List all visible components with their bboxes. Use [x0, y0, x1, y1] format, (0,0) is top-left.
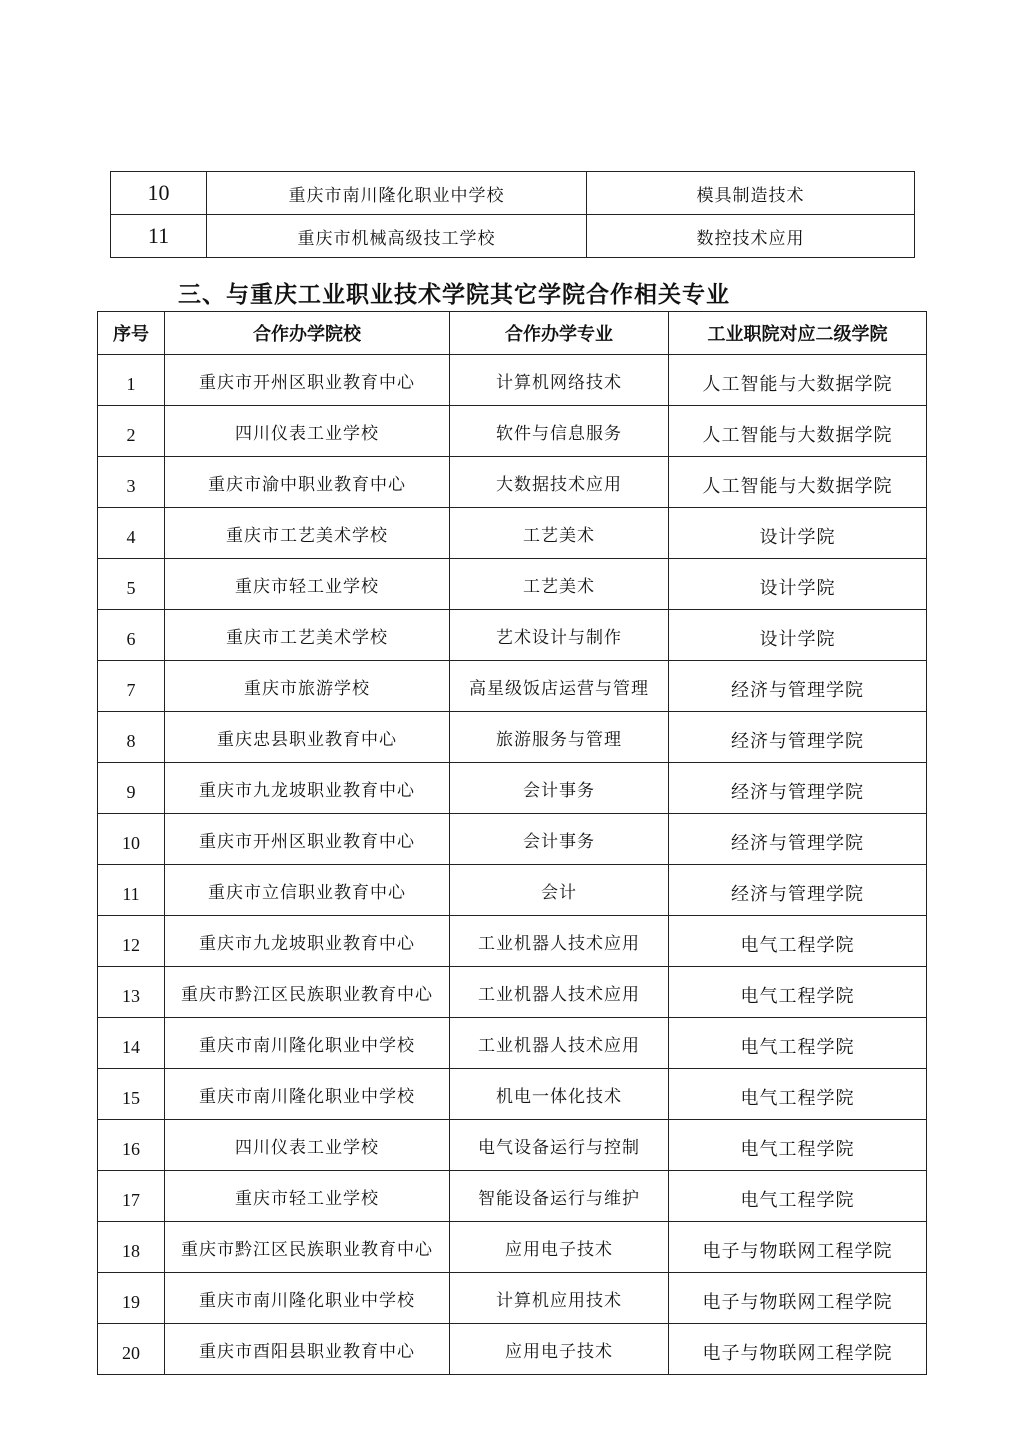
row-number: 9: [98, 763, 165, 814]
table-row: [98, 1120, 927, 1171]
header-college: 工业职院对应二级学院: [669, 312, 927, 355]
row-number: 10: [111, 172, 207, 215]
college-name: 设计学院: [669, 610, 927, 661]
major-name: 软件与信息服务: [450, 406, 669, 457]
major-name: 工业机器人技术应用: [450, 916, 669, 967]
row-number: 14: [98, 1018, 165, 1069]
major-name: 大数据技术应用: [450, 457, 669, 508]
table-row: [98, 865, 927, 916]
row-number: 11: [111, 215, 207, 258]
college-name: 电子与物联网工程学院: [669, 1273, 927, 1324]
college-name: 电气工程学院: [669, 1018, 927, 1069]
school-name: 重庆市九龙坡职业教育中心: [165, 916, 450, 967]
school-name: 四川仪表工业学校: [165, 406, 450, 457]
table-row: [111, 215, 915, 258]
school-name: 重庆忠县职业教育中心: [165, 712, 450, 763]
major-name: 会计事务: [450, 814, 669, 865]
college-name: 设计学院: [669, 559, 927, 610]
row-number: 11: [98, 865, 165, 916]
school-name: 重庆市立信职业教育中心: [165, 865, 450, 916]
school-name: 重庆市开州区职业教育中心: [165, 355, 450, 406]
major-name: 应用电子技术: [450, 1222, 669, 1273]
college-name: 经济与管理学院: [669, 661, 927, 712]
college-name: 经济与管理学院: [669, 763, 927, 814]
major-name: 会计: [450, 865, 669, 916]
college-name: 人工智能与大数据学院: [669, 457, 927, 508]
school-name: 重庆市机械高级技工学校: [207, 215, 587, 258]
major-name: 模具制造技术: [587, 172, 915, 215]
school-name: 重庆市南川隆化职业中学校: [165, 1273, 450, 1324]
major-name: 高星级饭店运营与管理: [450, 661, 669, 712]
row-number: 17: [98, 1171, 165, 1222]
college-name: 经济与管理学院: [669, 865, 927, 916]
table-row: [98, 1069, 927, 1120]
row-number: 2: [98, 406, 165, 457]
table-row: [98, 355, 927, 406]
row-number: 7: [98, 661, 165, 712]
table-row: [98, 712, 927, 763]
major-name: 工艺美术: [450, 508, 669, 559]
school-name: 重庆市南川隆化职业中学校: [165, 1018, 450, 1069]
row-number: 3: [98, 457, 165, 508]
header-no: 序号: [98, 312, 165, 355]
row-number: 5: [98, 559, 165, 610]
header-major: 合作办学专业: [450, 312, 669, 355]
table-row: [98, 1222, 927, 1273]
row-number: 4: [98, 508, 165, 559]
college-name: 电气工程学院: [669, 1069, 927, 1120]
major-name: 工业机器人技术应用: [450, 967, 669, 1018]
school-name: 重庆市酉阳县职业教育中心: [165, 1324, 450, 1375]
row-number: 8: [98, 712, 165, 763]
major-name: 艺术设计与制作: [450, 610, 669, 661]
table-row: [98, 457, 927, 508]
major-name: 数控技术应用: [587, 215, 915, 258]
school-name: 重庆市黔江区民族职业教育中心: [165, 1222, 450, 1273]
school-name: 重庆市开州区职业教育中心: [165, 814, 450, 865]
major-name: 旅游服务与管理: [450, 712, 669, 763]
table-row: [98, 967, 927, 1018]
row-number: 12: [98, 916, 165, 967]
college-name: 电子与物联网工程学院: [669, 1324, 927, 1375]
major-name: 机电一体化技术: [450, 1069, 669, 1120]
college-name: 电子与物联网工程学院: [669, 1222, 927, 1273]
major-name: 会计事务: [450, 763, 669, 814]
header-row: [98, 312, 927, 355]
table-row: [98, 763, 927, 814]
major-name: 电气设备运行与控制: [450, 1120, 669, 1171]
table-row: [98, 1273, 927, 1324]
major-name: 应用电子技术: [450, 1324, 669, 1375]
cooperation-majors-table: [97, 311, 927, 1375]
table-header: [98, 312, 927, 355]
table-row: [98, 1324, 927, 1375]
school-name: 重庆市轻工业学校: [165, 1171, 450, 1222]
major-name: 计算机网络技术: [450, 355, 669, 406]
college-name: 设计学院: [669, 508, 927, 559]
college-name: 人工智能与大数据学院: [669, 355, 927, 406]
college-name: 电气工程学院: [669, 967, 927, 1018]
school-name: 重庆市轻工业学校: [165, 559, 450, 610]
school-name: 四川仪表工业学校: [165, 1120, 450, 1171]
row-number: 18: [98, 1222, 165, 1273]
school-name: 重庆市南川隆化职业中学校: [207, 172, 587, 215]
college-name: 电气工程学院: [669, 1120, 927, 1171]
school-name: 重庆市渝中职业教育中心: [165, 457, 450, 508]
section-heading: 三、与重庆工业职业技术学院其它学院合作相关专业: [178, 282, 730, 308]
major-name: 工业机器人技术应用: [450, 1018, 669, 1069]
school-name: 重庆市工艺美术学校: [165, 610, 450, 661]
row-number: 15: [98, 1069, 165, 1120]
college-name: 电气工程学院: [669, 1171, 927, 1222]
school-name: 重庆市九龙坡职业教育中心: [165, 763, 450, 814]
table-row: [111, 172, 915, 215]
table-row: [98, 1171, 927, 1222]
major-name: 计算机应用技术: [450, 1273, 669, 1324]
table-row: [98, 406, 927, 457]
college-name: 经济与管理学院: [669, 712, 927, 763]
row-number: 19: [98, 1273, 165, 1324]
row-number: 16: [98, 1120, 165, 1171]
school-name: 重庆市工艺美术学校: [165, 508, 450, 559]
table-row: [98, 814, 927, 865]
table-row: [98, 610, 927, 661]
table-row: [98, 916, 927, 967]
row-number: 20: [98, 1324, 165, 1375]
table-body: [98, 355, 927, 1375]
college-name: 电气工程学院: [669, 916, 927, 967]
continued-table-body: [111, 172, 915, 258]
row-number: 1: [98, 355, 165, 406]
table-row: [98, 1018, 927, 1069]
school-name: 重庆市旅游学校: [165, 661, 450, 712]
school-name: 重庆市南川隆化职业中学校: [165, 1069, 450, 1120]
continued-table: [110, 171, 915, 258]
table-row: [98, 559, 927, 610]
row-number: 13: [98, 967, 165, 1018]
college-name: 人工智能与大数据学院: [669, 406, 927, 457]
major-name: 工艺美术: [450, 559, 669, 610]
header-school: 合作办学院校: [165, 312, 450, 355]
table-row: [98, 508, 927, 559]
school-name: 重庆市黔江区民族职业教育中心: [165, 967, 450, 1018]
row-number: 10: [98, 814, 165, 865]
major-name: 智能设备运行与维护: [450, 1171, 669, 1222]
row-number: 6: [98, 610, 165, 661]
table-row: [98, 661, 927, 712]
college-name: 经济与管理学院: [669, 814, 927, 865]
